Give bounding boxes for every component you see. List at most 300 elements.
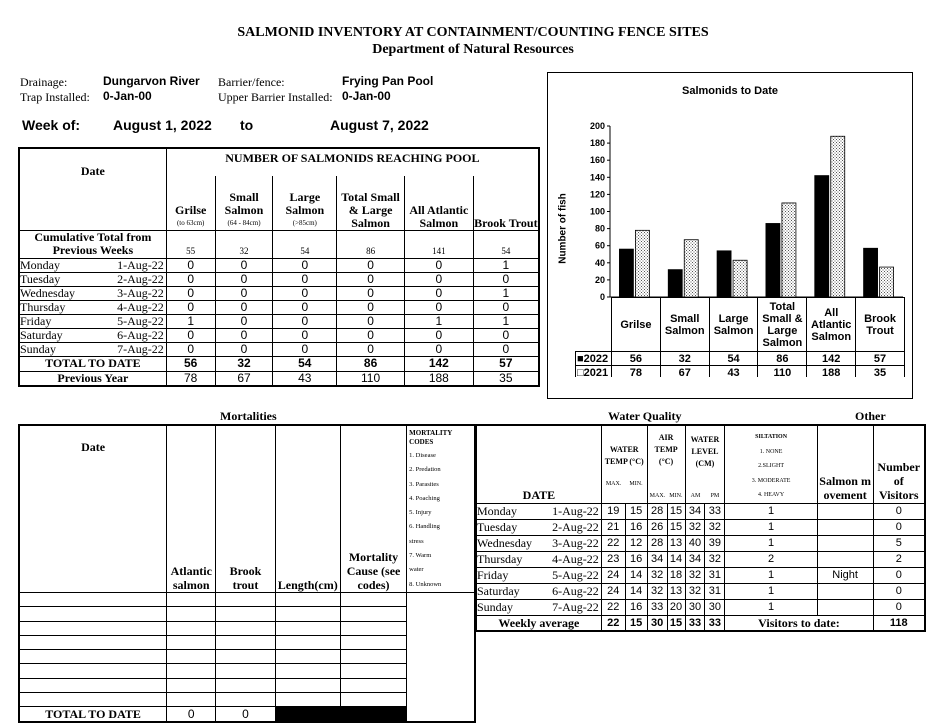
wq-value: 34 [647, 551, 667, 567]
pool-day-row [19, 342, 539, 356]
pool-day-value: 0 [273, 314, 337, 328]
wq-day-date: 3-Aug-22 [552, 535, 599, 550]
upper-barrier-value: 0-Jan-00 [342, 89, 391, 103]
wq-day-cell [476, 551, 601, 567]
pool-day-row [19, 272, 539, 286]
wq-value: 33 [647, 599, 667, 615]
y-tick-label: 120 [589, 189, 605, 200]
bar-2021-4 [831, 136, 845, 297]
pool-day-cell [19, 300, 166, 314]
pool-day-cell [19, 272, 166, 286]
water-quality-table [475, 424, 926, 632]
wq-row [476, 519, 925, 535]
upper-barrier-label: Upper Barrier Installed: [218, 90, 333, 104]
mortality-code: 5. Injury [409, 509, 432, 517]
wq-value: 32 [685, 567, 705, 583]
wq-value: 16 [625, 551, 647, 567]
wq-day-date: 6-Aug-22 [552, 583, 599, 598]
pool-day-row [19, 258, 539, 272]
mort-cell [340, 650, 406, 664]
pool-day-row [19, 300, 539, 314]
prev-total-sl: 110 [337, 371, 405, 386]
mort-cell [19, 678, 167, 692]
pool-day-value: 0 [215, 286, 273, 300]
prev-atlantic: 188 [404, 371, 473, 386]
wq-day-name: Monday [477, 503, 517, 518]
pool-col-sub: (to 63cm) [176, 218, 205, 227]
pool-day-value: 0 [473, 342, 539, 356]
pool-day-value: 0 [404, 328, 473, 342]
pool-day-value: 0 [473, 328, 539, 342]
cumulative-grilse: 55 [166, 230, 215, 258]
chart-title: Salmonids to Date [682, 85, 778, 97]
week-end: August 7, 2022 [330, 117, 429, 133]
water-quality-label: Water Quality [608, 409, 682, 423]
mortality-code: water [409, 566, 424, 574]
total-small: 32 [215, 356, 273, 371]
y-tick-label: 180 [589, 138, 605, 149]
water-level-label: WATER LEVEL (CM) [690, 435, 720, 468]
wq-value: 32 [705, 519, 725, 535]
mort-cell [167, 621, 216, 635]
pool-day-value: 0 [215, 314, 273, 328]
wq-value: 34 [685, 503, 705, 519]
bar-2022-0 [619, 249, 633, 297]
day-date: 2-Aug-22 [117, 271, 164, 286]
wq-value: 20 [667, 599, 685, 615]
wq-day-name: Friday [477, 567, 509, 582]
bar-2021-2 [733, 260, 747, 297]
pool-col-name: Total Small & Large Salmon [341, 189, 400, 230]
mortality-codes [407, 425, 475, 592]
wt-min: MIN. [629, 481, 643, 487]
mort-cell [216, 693, 275, 707]
mort-cell [167, 635, 216, 649]
mort-cell [167, 592, 216, 606]
mort-row [19, 607, 475, 621]
y-tick-label: 100 [589, 206, 605, 217]
table-corner [576, 298, 612, 352]
mort-length-header: Length(cm) [275, 425, 340, 592]
mortality-code: stress [409, 537, 424, 545]
mort-cell [167, 693, 216, 707]
week-label: Week of: [22, 117, 81, 133]
trap-label: Trap Installed: [20, 90, 90, 104]
total-large: 54 [273, 356, 337, 371]
mortality-table [18, 424, 476, 723]
wl-am: AM [690, 493, 701, 499]
pool-col-header [473, 176, 539, 230]
wq-value: 31 [705, 567, 725, 583]
wq-value: 39 [705, 535, 725, 551]
pool-day-value: 0 [473, 300, 539, 314]
mort-row [19, 635, 475, 649]
pool-col-header [166, 176, 215, 230]
pool-col-header [273, 176, 337, 230]
siltation-title: SILTATION [755, 434, 788, 440]
week-to: to [240, 117, 254, 133]
wq-value: 15 [667, 503, 685, 519]
salmon-movement-header: Salmon movement [817, 425, 873, 503]
salmon-movement-value [817, 551, 873, 567]
y-tick-label: 80 [594, 223, 605, 234]
pool-day-cell [19, 286, 166, 300]
wq-value: 13 [667, 583, 685, 599]
wq-value: 13 [667, 535, 685, 551]
pool-day-value: 0 [404, 286, 473, 300]
bar-2022-2 [717, 251, 731, 297]
pool-day-value: 0 [273, 258, 337, 272]
total-brook: 57 [473, 356, 539, 371]
visitors-value: 0 [873, 567, 925, 583]
codes-title: MORTALITY CODES [409, 429, 453, 446]
category-label: Total Small & Large Salmon [758, 298, 807, 352]
mort-row [19, 664, 475, 678]
pool-day-value: 0 [404, 258, 473, 272]
series-value: 67 [660, 366, 709, 378]
wq-value: 22 [601, 599, 625, 615]
pool-day-value: 0 [404, 300, 473, 314]
y-tick-label: 200 [589, 121, 605, 131]
y-tick-label: 60 [594, 240, 605, 251]
weekly-avg-label: Weekly average [476, 615, 601, 631]
bar-2021-0 [635, 230, 649, 297]
cumulative-label: Cumulative Total from Previous Weeks [19, 230, 166, 258]
siltation-header [725, 425, 817, 503]
wq-value: 16 [625, 599, 647, 615]
wq-day-name: Sunday [477, 599, 513, 614]
pool-day-cell [19, 314, 166, 328]
avg-wt-max: 22 [601, 615, 625, 631]
wq-value: 15 [667, 519, 685, 535]
cumulative-brook: 54 [473, 230, 539, 258]
mort-cell [275, 635, 340, 649]
visitors-value: 0 [873, 599, 925, 615]
day-name: Friday [20, 313, 52, 328]
wq-row [476, 583, 925, 599]
day-date: 4-Aug-22 [117, 299, 164, 314]
mort-cell [275, 664, 340, 678]
series-value: 35 [856, 366, 905, 378]
y-tick-label: 160 [589, 155, 605, 166]
date-header: Date [19, 148, 166, 230]
salmon-movement-value [817, 535, 873, 551]
pool-col-name: Brook Trout [474, 215, 538, 230]
mort-total-brook: 0 [216, 707, 275, 723]
pool-table [18, 147, 540, 387]
mort-cell [275, 693, 340, 707]
barrier-value: Frying Pan Pool [342, 74, 434, 88]
mort-cell [19, 664, 167, 678]
pool-day-value: 0 [166, 272, 215, 286]
mort-brook-header: Brook trout [216, 425, 275, 592]
wq-value: 24 [601, 567, 625, 583]
pool-day-value: 0 [273, 342, 337, 356]
wq-day-cell [476, 599, 601, 615]
pool-day-value: 0 [273, 286, 337, 300]
wl-pm: PM [710, 493, 720, 499]
mort-cell [19, 607, 167, 621]
wq-value: 28 [647, 503, 667, 519]
cumulative-small: 32 [215, 230, 273, 258]
wq-value: 30 [705, 599, 725, 615]
category-label: Large Salmon [709, 298, 758, 352]
mort-cell [275, 650, 340, 664]
series-value: 78 [612, 366, 661, 378]
salmon-movement-value [817, 599, 873, 615]
air-temp-header [647, 425, 685, 503]
siltation-value: 1 [725, 599, 817, 615]
mort-cell [19, 635, 167, 649]
salmon-movement-value [817, 583, 873, 599]
salmon-movement-value [817, 503, 873, 519]
salmonids-chart [547, 72, 913, 399]
series-value: 142 [807, 352, 856, 366]
pool-col-header [215, 176, 273, 230]
avg-wl-pm: 33 [705, 615, 725, 631]
pool-day-value: 0 [337, 286, 405, 300]
visitors-value: 0 [873, 503, 925, 519]
total-grilse: 56 [166, 356, 215, 371]
wq-value: 31 [705, 583, 725, 599]
wq-day-name: Saturday [477, 583, 520, 598]
pool-col-header [404, 176, 473, 230]
wq-value: 30 [685, 599, 705, 615]
pool-day-value: 1 [166, 314, 215, 328]
mort-cell [275, 607, 340, 621]
wq-day-date: 5-Aug-22 [552, 567, 599, 582]
pool-col-header [337, 176, 405, 230]
wq-value: 26 [647, 519, 667, 535]
day-date: 7-Aug-22 [117, 341, 164, 356]
mort-row [19, 650, 475, 664]
visitors-value: 2 [873, 551, 925, 567]
series-value: 110 [758, 366, 807, 378]
pool-day-value: 1 [473, 314, 539, 328]
wq-day-cell [476, 519, 601, 535]
wq-day-cell [476, 583, 601, 599]
wq-day-cell [476, 535, 601, 551]
mort-row [19, 621, 475, 635]
pool-day-value: 1 [404, 314, 473, 328]
prev-large: 43 [273, 371, 337, 386]
other-label: Other [855, 409, 886, 423]
mortality-code: 3. Parasites [409, 480, 439, 488]
silt-code-2: 2.SLIGHT [758, 463, 785, 469]
pool-day-value: 0 [215, 300, 273, 314]
mort-cell [340, 621, 406, 635]
mortality-code: 2. Predation [409, 466, 441, 474]
pool-day-value: 0 [273, 300, 337, 314]
wq-day-date: 1-Aug-22 [552, 503, 599, 518]
silt-code-4: 4. HEAVY [757, 492, 785, 498]
siltation-value: 1 [725, 519, 817, 535]
avg-at-max: 30 [647, 615, 667, 631]
wq-value: 24 [601, 583, 625, 599]
pool-day-value: 0 [166, 328, 215, 342]
day-date: 3-Aug-22 [117, 285, 164, 300]
pool-day-cell [19, 328, 166, 342]
category-label: Brook Trout [856, 298, 905, 352]
pool-group-header: NUMBER OF SALMONIDS REACHING POOL [166, 148, 539, 176]
day-name: Saturday [20, 327, 63, 342]
pool-day-value: 1 [473, 286, 539, 300]
mort-cell [340, 664, 406, 678]
pool-col-sub: (>85cm) [292, 218, 317, 227]
at-max: MAX. [649, 493, 666, 499]
visitors-value: 0 [873, 583, 925, 599]
day-date: 5-Aug-22 [117, 313, 164, 328]
pool-day-row [19, 328, 539, 342]
visitors-header: Number of Visitors [873, 425, 925, 503]
pool-day-value: 0 [337, 258, 405, 272]
series-value: 86 [758, 352, 807, 366]
wq-value: 32 [685, 583, 705, 599]
water-temp-label: WATER TEMP (°C) [604, 445, 644, 466]
silt-code-3: 3. MODERATE [751, 477, 791, 484]
mort-cell [167, 607, 216, 621]
pool-day-value: 0 [404, 272, 473, 286]
mort-cell [216, 592, 275, 606]
visitors-value: 0 [873, 519, 925, 535]
pool-day-value: 1 [473, 258, 539, 272]
series-value: 188 [807, 366, 856, 378]
wq-value: 21 [601, 519, 625, 535]
pool-day-value: 0 [215, 328, 273, 342]
wq-value: 40 [685, 535, 705, 551]
pool-day-value: 0 [337, 314, 405, 328]
wq-day-date: 2-Aug-22 [552, 519, 599, 534]
mort-cell [340, 592, 406, 606]
y-tick-label: 0 [599, 292, 605, 302]
pool-day-value: 0 [215, 258, 273, 272]
mortality-code: 1. Disease [409, 452, 436, 459]
wq-value: 28 [647, 535, 667, 551]
wq-value: 15 [625, 503, 647, 519]
total-label: TOTAL TO DATE [19, 356, 166, 371]
wq-day-cell [476, 503, 601, 519]
mort-row [19, 592, 475, 606]
bar-2022-3 [766, 223, 780, 297]
visitors-value: 5 [873, 535, 925, 551]
mort-cell [216, 607, 275, 621]
y-tick-label: 40 [594, 257, 605, 268]
mort-date-header: Date [19, 425, 167, 592]
wq-value: 14 [667, 551, 685, 567]
bar-2021-5 [880, 267, 894, 297]
bar-2021-1 [684, 240, 698, 297]
chart-ylabel: Number of fish [557, 193, 569, 264]
mortality-code: 8. Unknown [409, 580, 442, 588]
wq-value: 16 [625, 519, 647, 535]
mort-row [19, 678, 475, 692]
category-label: All Atlantic Salmon [807, 298, 856, 352]
pool-day-value: 0 [166, 342, 215, 356]
mort-row [19, 693, 475, 707]
series-value: 57 [856, 352, 905, 366]
wq-row [476, 503, 925, 519]
page-title: SALMONID INVENTORY AT CONTAINMENT/COUNTING FENCE SITES [237, 25, 709, 40]
avg-wl-am: 33 [685, 615, 705, 631]
wq-date-header: DATE [476, 425, 601, 503]
avg-wt-min: 15 [625, 615, 647, 631]
water-temp-header [601, 425, 647, 503]
cumulative-atlantic: 141 [404, 230, 473, 258]
bar-2022-5 [864, 248, 878, 297]
mortality-code: 7. Warm [409, 552, 432, 560]
series-value: 32 [660, 352, 709, 366]
pool-day-row [19, 314, 539, 328]
pool-day-value: 0 [166, 286, 215, 300]
at-min: MIN. [669, 493, 683, 499]
chart-plot [548, 73, 912, 398]
mortalities-label: Mortalities [220, 409, 277, 423]
wq-value: 23 [601, 551, 625, 567]
pool-day-value: 0 [404, 342, 473, 356]
siltation-value: 1 [725, 583, 817, 599]
mort-total-label: TOTAL TO DATE [19, 707, 167, 723]
day-name: Sunday [20, 341, 56, 356]
series-value: 54 [709, 352, 758, 366]
wq-day-date: 7-Aug-22 [552, 599, 599, 614]
air-temp-label: AIR TEMP (°C) [654, 433, 678, 466]
wq-value: 34 [685, 551, 705, 567]
pool-day-value: 0 [215, 342, 273, 356]
mort-cell [19, 592, 167, 606]
pool-day-value: 0 [473, 272, 539, 286]
mort-cell [216, 678, 275, 692]
wt-max: MAX. [605, 481, 622, 487]
prev-year-label: Previous Year [19, 371, 166, 386]
wq-value: 18 [667, 567, 685, 583]
mort-cell [275, 678, 340, 692]
siltation-value: 2 [725, 551, 817, 567]
chart-data-table [575, 297, 905, 377]
salmon-movement-value: Night [817, 567, 873, 583]
day-name: Wednesday [20, 285, 76, 300]
wq-value: 32 [685, 519, 705, 535]
prev-grilse: 78 [166, 371, 215, 386]
drainage-value: Dungarvon River [103, 74, 200, 88]
mort-cell [216, 664, 275, 678]
trap-value: 0-Jan-00 [103, 89, 152, 103]
siltation-value: 1 [725, 503, 817, 519]
wq-value: 32 [705, 551, 725, 567]
pool-day-value: 0 [166, 258, 215, 272]
salmon-movement-value [817, 519, 873, 535]
mort-cell [340, 607, 406, 621]
series-legend: □2021 [576, 366, 612, 378]
category-label: Small Salmon [660, 298, 709, 352]
mort-cell [167, 650, 216, 664]
wq-row [476, 599, 925, 615]
cumulative-total-sl: 86 [337, 230, 405, 258]
wq-day-cell [476, 567, 601, 583]
day-name: Thursday [20, 299, 66, 314]
pool-col-name: Grilse [175, 202, 207, 217]
pool-col-sub: (64 - 84cm) [227, 218, 261, 227]
mort-cell [340, 678, 406, 692]
pool-col-name: All Atlantic Salmon [409, 202, 469, 230]
drainage-label: Drainage: [20, 75, 68, 89]
pool-day-value: 0 [337, 272, 405, 286]
series-legend: ■2022 [576, 352, 612, 366]
pool-day-value: 0 [166, 300, 215, 314]
pool-col-name: Large Salmon [285, 189, 325, 217]
total-total-sl: 86 [337, 356, 405, 371]
wq-value: 14 [625, 583, 647, 599]
wq-value: 33 [705, 503, 725, 519]
